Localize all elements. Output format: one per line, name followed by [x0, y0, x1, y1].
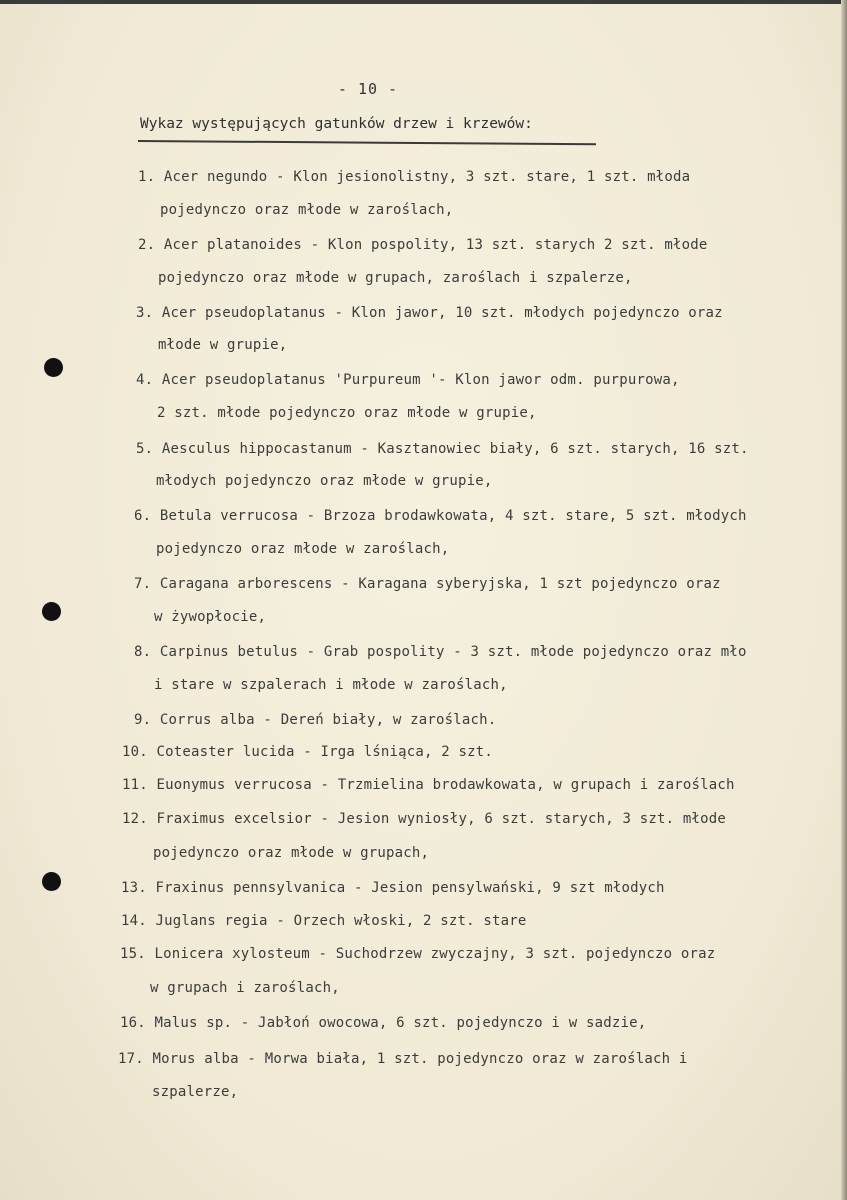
document-heading: Wykaz występujących gatunków drzew i krzewów:: [140, 116, 533, 132]
list-item-continuation: młodych pojedynczo oraz młode w grupie,: [156, 473, 493, 489]
heading-underline: [138, 140, 596, 145]
page-edge-top: [0, 0, 847, 4]
list-item-continuation: w żywopłocie,: [154, 609, 267, 625]
list-item-continuation: w grupach i zaroślach,: [150, 980, 340, 996]
list-item: 15. Lonicera xylosteum - Suchodrzew zwyczajny, 3 szt. pojedynczo oraz: [120, 946, 716, 962]
list-item: 4. Acer pseudoplatanus 'Purpureum '- Klon jawor odm. purpurowa,: [136, 372, 680, 388]
page-number: - 10 -: [337, 80, 399, 98]
list-item: 1. Acer negundo - Klon jesionolistny, 3 szt. stare, 1 szt. młoda: [138, 169, 691, 185]
list-item: 2. Acer platanoides - Klon pospolity, 13 szt. starych 2 szt. młode: [138, 237, 708, 253]
list-item: 10. Coteaster lucida - Irga lśniąca, 2 szt.: [122, 744, 494, 760]
list-item: 17. Morus alba - Morwa biała, 1 szt. pojedynczo oraz w zaroślach i: [118, 1051, 688, 1067]
list-item-continuation: 2 szt. młode pojedynczo oraz młode w grupie,: [157, 405, 537, 421]
list-item: 7. Caragana arborescens - Karagana syberyjska, 1 szt pojedynczo oraz: [134, 576, 721, 592]
page-edge-right: [841, 0, 847, 1200]
list-item-continuation: szpalerze,: [152, 1084, 239, 1100]
list-item-continuation: pojedynczo oraz młode w grupach,: [153, 845, 430, 861]
list-item: 6. Betula verrucosa - Brzoza brodawkowata, 4 szt. stare, 5 szt. młodych: [134, 508, 747, 524]
list-item-continuation: pojedynczo oraz młode w zaroślach,: [160, 202, 454, 218]
list-item: 3. Acer pseudoplatanus - Klon jawor, 10 szt. młodych pojedynczo oraz: [136, 305, 723, 321]
punch-hole: [42, 872, 61, 891]
list-item: 14. Juglans regia - Orzech włoski, 2 szt. stare: [121, 913, 527, 929]
list-item: 8. Carpinus betulus - Grab pospolity - 3 szt. młode pojedynczo oraz mło: [134, 644, 747, 660]
punch-hole: [44, 358, 63, 377]
list-item: 16. Malus sp. - Jabłoń owocowa, 6 szt. pojedynczo i w sadzie,: [120, 1015, 647, 1031]
list-item-continuation: młode w grupie,: [158, 337, 288, 353]
list-item-continuation: pojedynczo oraz młode w zaroślach,: [156, 541, 450, 557]
punch-hole: [42, 602, 61, 621]
list-item: 12. Fraximus excelsior - Jesion wyniosły, 6 szt. starych, 3 szt. młode: [122, 811, 727, 827]
list-item-continuation: pojedynczo oraz młode w grupach, zaroślach i szpalerze,: [158, 270, 633, 286]
list-item: 11. Euonymus verrucosa - Trzmielina brodawkowata, w grupach i zaroślach: [122, 777, 735, 793]
list-item: 9. Corrus alba - Dereń biały, w zaroślach.: [134, 712, 497, 728]
list-item: 13. Fraxinus pennsylvanica - Jesion pensylwański, 9 szt młodych: [121, 880, 665, 896]
list-item: 5. Aesculus hippocastanum - Kasztanowiec biały, 6 szt. starych, 16 szt.: [136, 441, 749, 457]
list-item-continuation: i stare w szpalerach i młode w zaroślach,: [154, 677, 508, 693]
